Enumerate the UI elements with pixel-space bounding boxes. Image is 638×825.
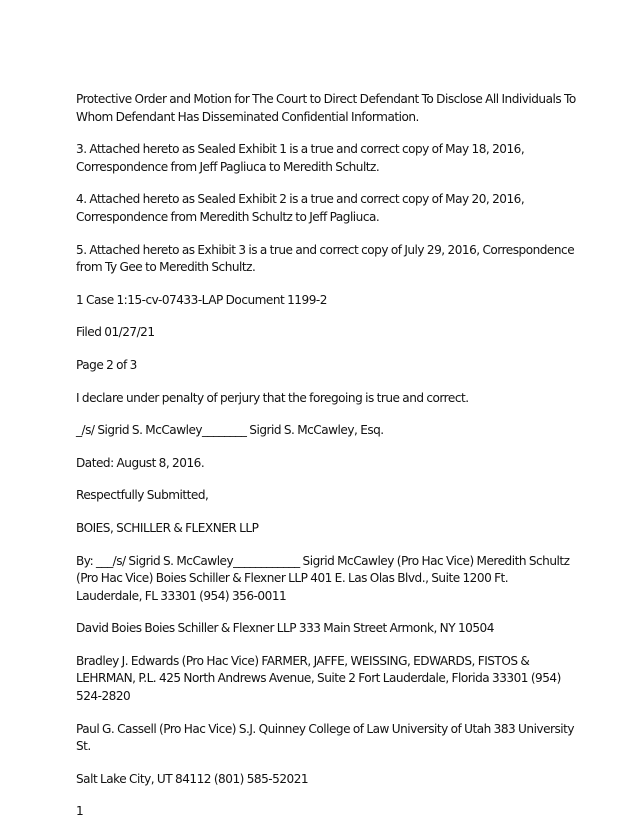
document-page: [76, 91, 576, 821]
paragraph-order-continuation: Protective Order and Motion for The Court to Direct Defendant To Disclose All Individuals To Whom Defendant Has Disseminated Confidential Information.: [76, 92, 576, 124]
closing-line: Respectfully Submitted,: [76, 488, 209, 503]
firm-name: BOIES, SCHILLER & FLEXNER LLP: [76, 520, 259, 535]
paragraph-exhibit-2: 4. Attached hereto as Sealed Exhibit 2 is a true and correct copy of May 20, 2016, Correspondence from Meredith Schultz to Jeff Pagliuca.: [76, 192, 525, 224]
attorney-block-schiller: By: ___/s/ Sigrid S. McCawley____________ Sigrid McCawley (Pro Hac Vice) Meredith Schultz (Pro Hac Vice) Boies Schiller & Flexner LLP 401 E. Las Olas Blvd., Suite 1200 Ft. Lauderdale, FL 33301 (954) 356-0011: [76, 553, 570, 603]
footer-page-number: 1: [76, 804, 84, 819]
cassell-address-line: Salt Lake City, UT 84112 (801) 585-52021: [76, 771, 309, 786]
signature-line: _/s/ Sigrid S. McCawley________ Sigrid S. McCawley, Esq.: [76, 423, 384, 438]
attorney-block-edwards: Bradley J. Edwards (Pro Hac Vice) FARMER, JAFFE, WEISSING, EDWARDS, FISTOS & LEHRMAN, P.L. 425 North Andrews Avenue, Suite 2 Fort Lauderdale, Florida 33301 (954) 524-2820: [76, 653, 561, 704]
page-number-line: Page 2 of 3: [76, 357, 137, 372]
paragraph-exhibit-3: 5. Attached hereto as Exhibit 3 is a true and correct copy of July 29, 2016, Correspondence from Ty Gee to Meredith Schultz.: [76, 242, 575, 275]
dated-line: Dated: August 8, 2016.: [76, 455, 205, 470]
case-header-line: 1 Case 1:15-cv-07433-LAP Document 1199-2: [76, 292, 327, 307]
filed-date-line: Filed 01/27/21: [76, 325, 155, 340]
declaration-statement: I declare under penalty of perjury that the foregoing is true and correct.: [76, 390, 469, 405]
attorney-block-cassell: Paul G. Cassell (Pro Hac Vice) S.J. Quinney College of Law University of Utah 383 University St.: [76, 721, 575, 754]
attorney-block-boies: David Boies Boies Schiller & Flexner LLP 333 Main Street Armonk, NY 10504: [76, 621, 494, 636]
paragraph-exhibit-1: 3. Attached hereto as Sealed Exhibit 1 is a true and correct copy of May 18, 2016, Correspondence from Jeff Pagliuca to Meredith Schultz.: [76, 142, 525, 174]
